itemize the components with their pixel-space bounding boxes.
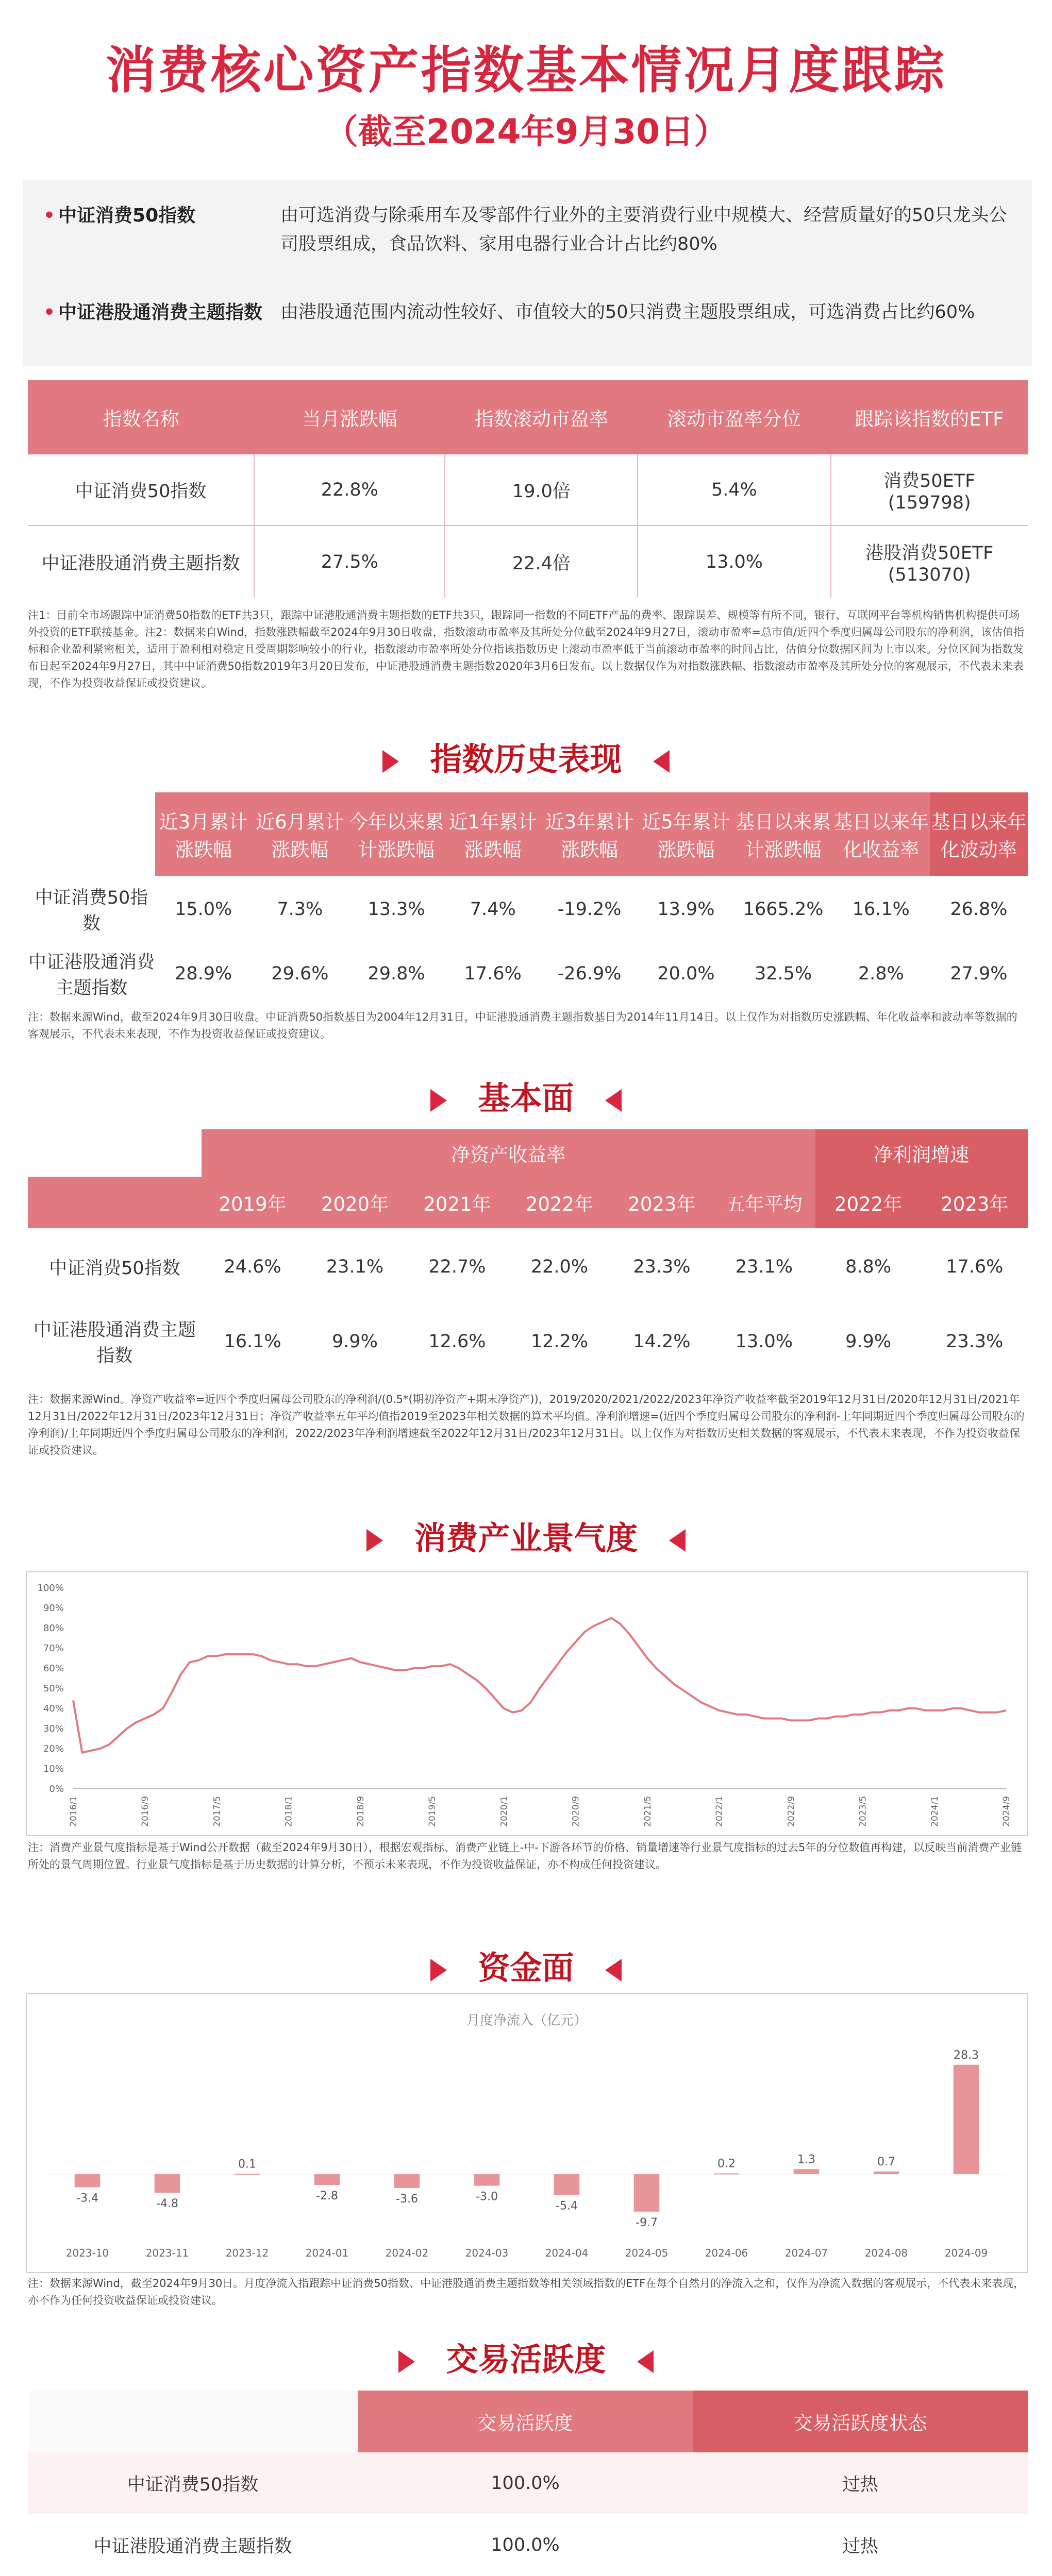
etf-name: 消费50ETF: [883, 470, 976, 492]
table-row: [28, 2452, 1028, 2514]
index-name: 中证消费50指数: [127, 2475, 259, 2495]
col-header: 滚动市盈率分位: [638, 380, 830, 454]
pe-percentile: 5.4%: [638, 454, 830, 526]
x-tick-label: 2023-12: [225, 2247, 269, 2259]
index-name: 中证港股通消费主题指数: [28, 952, 155, 998]
x-tick-label: 2019/5: [427, 1796, 438, 1827]
index-name: 中证消费50指数: [35, 888, 148, 934]
col-header: 指数滚动市盈率: [445, 380, 638, 454]
cell: 2.8%: [858, 963, 904, 984]
y-tick-label: 10%: [43, 1764, 64, 1774]
bar: [314, 2174, 340, 2185]
bar: [474, 2174, 500, 2186]
y-tick-label: 0%: [49, 1784, 64, 1794]
funds-note: 注：数据来源Wind，截至2024年9月30日。月度净流入指跟踪中证消费50指数、中证港股通消费主题指数等相关领域指数的ETF在每个自然月的净流入之和，仅作为净流入数据的客观展示，不代表未来表现，亦不作为任何投资收益保证或投资建议。: [28, 2277, 1025, 2307]
cell: 9.9%: [845, 1331, 892, 1352]
cell: 13.9%: [657, 899, 715, 920]
table-row: [28, 526, 1028, 598]
data-label: -9.7: [636, 2216, 658, 2229]
cell: 29.6%: [271, 963, 329, 984]
x-tick-label: 2018/1: [283, 1796, 294, 1827]
cell: 23.3%: [946, 1331, 1004, 1352]
cell: 22.7%: [428, 1257, 486, 1277]
cell: -26.9%: [557, 963, 622, 984]
etf-code: (159798): [888, 492, 971, 513]
x-tick-label: 2024-07: [784, 2247, 828, 2259]
overview-note: 注1：目前全市场跟踪中证消费50指数的ETF共3只，跟踪中证港股通消费主题指数的ETF共3只，跟踪同一指数的不同ETF产品的费率、跟踪误差、规模等有所不同，银行、互联网平台等机构销售机构提供可场外投资的ETF联接基金。注2：数据来自Wind，指数涨跌幅截至2024年9月30日收盘，指数滚动市盈率及其所处分位截至2024年9月27日，滚动市盈率=总市值/近四个季度归属母公司股东的净利润，该估值指标和企业盈利紧密相关，适用于盈利相对稳定且受周期影响较小的行业，指数滚动市盈率所处分位指该指数历史上滚动市盈率低于当前滚动市盈率的时间占比，估值分位数据区间为上市以来。分位区间为指数发布日起至2024年9月27日，其中中证消费50指数2019年3月20日发布，中证港股通消费主题指数2020年3月6日发布。以上数据仅作为对指数涨跌幅、指数滚动市盈率及其所处分位的客观展示，不代表未来表现，不作为投资收益保证或投资建议。: [28, 609, 1025, 689]
history-table: [28, 792, 1028, 1005]
data-label: 1.3: [797, 2153, 815, 2166]
bar: [235, 2174, 260, 2175]
col-header: 近3月累计涨跌幅: [155, 792, 252, 876]
col-header: 2022年: [508, 1177, 610, 1228]
activity-table: [28, 2391, 1028, 2576]
cell: 7.4%: [470, 899, 516, 920]
table-row: [28, 1306, 1028, 1378]
triangle-right-icon: [430, 1089, 447, 1112]
data-label: -5.4: [556, 2199, 578, 2213]
table-row: [28, 454, 1028, 526]
y-tick-label: 30%: [43, 1723, 64, 1734]
intro-name: 中证消费50指数: [58, 205, 196, 226]
cell: 17.6%: [946, 1257, 1004, 1277]
cell: 13.0%: [735, 1331, 793, 1352]
y-tick-label: 80%: [43, 1623, 64, 1634]
activity-value: 100.0%: [491, 2535, 560, 2555]
x-tick-label: 2024-03: [465, 2247, 509, 2259]
data-label: -3.6: [396, 2193, 418, 2206]
bar: [874, 2172, 899, 2174]
col-header: 指数名称: [28, 380, 254, 454]
cell: 9.9%: [332, 1331, 378, 1352]
y-tick-label: 40%: [43, 1703, 64, 1714]
col-header: 2023年: [611, 1177, 713, 1228]
cell: 16.1%: [852, 899, 910, 920]
index-name: 中证港股通消费主题指数: [33, 1320, 196, 1366]
col-header: 2023年: [922, 1177, 1028, 1228]
col-header: 跟踪该指数的ETF: [831, 380, 1028, 454]
cell: 15.0%: [175, 899, 232, 920]
y-tick-label: 60%: [43, 1663, 64, 1674]
table-row: [28, 876, 1028, 943]
data-label: 0.1: [238, 2158, 256, 2171]
bar: [554, 2174, 580, 2195]
fundamentals-table: [28, 1129, 1028, 1378]
index-name: 中证消费50指数: [49, 1258, 180, 1279]
bar: [394, 2174, 420, 2188]
cell: -19.2%: [557, 899, 622, 920]
table-row: [28, 2514, 1028, 2576]
intro-desc: 由港股通范围内流动性较好、市值较大的50只消费主题股票组成，可选消费占比约60%: [280, 302, 975, 323]
section-title-activity: [0, 2334, 1052, 2380]
table-row: [28, 943, 1028, 1005]
section-title-sentiment: [0, 1513, 1052, 1558]
chart-title: 月度净流入（亿元）: [466, 2013, 588, 2028]
cell: 7.3%: [277, 899, 323, 920]
col-header: 2019年: [202, 1177, 304, 1228]
sentiment-note: 注：消费产业景气度指标是基于Wind公开数据（截至2024年9月30日），根据宏观指标、消费产业链上-中-下游各环节的价格、销量增速等行业景气度指标的过去5年的分位数值再构建，以反映当前消费产业链所处的景气周期位置。行业景气度指标是基于历史数据的计算分析，不预示未来表现，不作为投资收益保证，亦不构成任何投资建议。: [28, 1841, 1022, 1871]
cell: 27.9%: [950, 963, 1008, 984]
cell: 23.1%: [326, 1257, 384, 1277]
cell: 13.3%: [368, 899, 425, 920]
cell: 23.3%: [633, 1257, 691, 1277]
pe-percentile: 13.0%: [638, 526, 830, 598]
col-header: 当月涨跌幅: [254, 380, 445, 454]
triangle-left-icon: [653, 750, 670, 773]
cell: 12.6%: [428, 1331, 486, 1352]
col-header: 五年平均: [713, 1177, 815, 1228]
col-header: 近1年累计涨跌幅: [445, 792, 541, 876]
cell: 32.5%: [755, 963, 812, 984]
sentiment-line-chart: [27, 1572, 1027, 1835]
month-change: 27.5%: [254, 526, 445, 598]
bar: [75, 2174, 101, 2188]
bar: [794, 2169, 820, 2174]
data-label: -2.8: [316, 2190, 338, 2202]
etf-name: 港股消费50ETF: [865, 543, 994, 564]
x-tick-label: 2024-08: [864, 2247, 908, 2259]
y-tick-label: 50%: [43, 1683, 64, 1694]
x-tick-label: 2024/1: [929, 1796, 940, 1827]
cell: 20.0%: [657, 963, 715, 984]
cell: 29.8%: [368, 963, 425, 984]
history-note: 注：数据来源Wind，截至2024年9月30日收盘。中证消费50指数基日为2004年12月31日，中证港股通消费主题指数基日为2014年11月14日。以上仅作为对指数历史涨跌幅、年化收益率和波动率等数据的客观展示，不代表未来表现，不作为投资收益保证或投资建议。: [28, 1011, 1017, 1040]
x-tick-label: 2020/9: [571, 1796, 581, 1827]
section-title-fundamentals: [0, 1073, 1052, 1118]
cell: 28.9%: [175, 963, 232, 984]
section-title-text: 资金面: [478, 1949, 574, 1987]
cell: 23.1%: [735, 1257, 793, 1277]
activity-value: 100.0%: [491, 2473, 560, 2494]
cell: 22.0%: [530, 1257, 589, 1277]
x-tick-label: 2022/1: [714, 1796, 725, 1827]
sentiment-chart: [26, 1571, 1028, 1836]
cell: 16.1%: [224, 1331, 281, 1352]
fund-flow-chart: [26, 1993, 1028, 2273]
x-tick-label: 2022/9: [786, 1796, 797, 1827]
bar: [155, 2174, 180, 2193]
intro-name: 中证港股通消费主题指数: [58, 302, 263, 323]
x-tick-label: 2023/5: [858, 1796, 869, 1827]
pe-ttm: 22.4倍: [445, 526, 638, 598]
col-header: 今年以来累计涨跌幅: [348, 792, 444, 876]
triangle-right-icon: [366, 1529, 383, 1552]
col-header: 近3年累计涨跌幅: [541, 792, 638, 876]
fund-flow-bar-chart: [27, 1994, 1027, 2272]
sentiment-series-line: [73, 1618, 1006, 1753]
month-change: 22.8%: [254, 454, 445, 526]
col-header: 交易活跃度状态: [693, 2391, 1028, 2452]
data-label: 0.7: [877, 2155, 895, 2168]
x-tick-label: 2018/9: [355, 1796, 366, 1827]
etf-code: (513070): [888, 564, 971, 585]
cell: 8.8%: [845, 1257, 892, 1277]
x-tick-label: 2024-04: [545, 2247, 589, 2259]
x-tick-label: 2021/5: [642, 1796, 653, 1827]
x-tick-label: 2023-10: [65, 2247, 109, 2259]
bullet-icon: •: [43, 302, 56, 323]
x-tick-label: 2016/1: [69, 1796, 79, 1827]
col-header: 基日以来年化收益率: [832, 792, 930, 876]
triangle-right-icon: [398, 2350, 415, 2373]
cell: 12.2%: [530, 1331, 589, 1352]
col-header: 近5年累计涨跌幅: [638, 792, 734, 876]
data-label: -3.0: [476, 2190, 498, 2204]
x-tick-label: 2023-11: [145, 2247, 189, 2259]
x-tick-label: 2024-01: [305, 2247, 349, 2259]
group-header-profit: 净利润增速: [815, 1129, 1028, 1177]
bar: [634, 2174, 660, 2212]
y-tick-label: 90%: [43, 1603, 64, 1614]
triangle-right-icon: [430, 1959, 447, 1981]
col-header: 交易活跃度: [358, 2391, 693, 2452]
x-tick-label: 2024-05: [625, 2247, 669, 2259]
y-tick-label: 70%: [43, 1643, 64, 1654]
overview-table: [28, 380, 1028, 598]
section-title-text: 交易活跃度: [446, 2341, 606, 2378]
intro-desc: 由可选消费与除乘用车及零部件行业外的主要消费行业中规模大、经营质量好的50只龙头公司股票组成，食品饮料、家用电器行业合计占比约80%: [280, 205, 1007, 255]
cell: 14.2%: [633, 1331, 691, 1352]
index-name: 中证港股通消费主题指数: [93, 2536, 292, 2557]
cell: 1665.2%: [743, 899, 824, 920]
fundamentals-note: 注：数据来源Wind。净资产收益率=近四个季度归属母公司股东的净利润/(0.5*(期初净资产+期末净资产))，2019/2020/2021/2022/2023年净资产收益率截至2019年12月31日/2020年12月31日/2021年12月31日/2022年12月31日/2023年12月31日；净资产收益率五年平均值指2019至2023年相关数据的算术平均值。净利润增速=(近四个季度归属母公司股东的净利润-上年同期近四个季度归属母公司股东的净利润)/上年同期近四个季度归属母公司股东的净利润，2022/2023年净利润增速截至2022年12月31日/2023年12月31日。以上仅作为对指数历史相关数据的客观展示，不代表未来表现，不作为投资收益保证或投资建议。: [28, 1393, 1025, 1456]
col-header: 2022年: [815, 1177, 922, 1228]
x-tick-label: 2020/1: [499, 1796, 510, 1827]
triangle-left-icon: [605, 1089, 622, 1112]
index-intro: [23, 180, 1032, 366]
x-tick-label: 2024-09: [944, 2247, 988, 2259]
section-title-text: 消费产业景气度: [414, 1519, 638, 1557]
activity-status: 过热: [842, 2475, 879, 2495]
x-tick-label: 2024/9: [1001, 1796, 1012, 1827]
col-header: 基日以来累计涨跌幅: [734, 792, 832, 876]
y-tick-label: 100%: [37, 1583, 64, 1594]
index-name: 中证港股通消费主题指数: [28, 526, 254, 598]
page-title: 消费核心资产指数基本情况月度跟踪: [105, 41, 947, 100]
col-header: 2020年: [304, 1177, 406, 1228]
bullet-icon: •: [43, 205, 56, 226]
cell: 24.6%: [224, 1257, 281, 1277]
x-tick-label: 2024-02: [385, 2247, 429, 2259]
y-tick-label: 20%: [43, 1743, 64, 1754]
col-header: 基日以来年化波动率: [930, 792, 1028, 876]
section-title-text: 基本面: [478, 1079, 574, 1117]
page-subtitle: （截至2024年9月30日）: [324, 112, 728, 151]
section-title-history: [0, 734, 1052, 779]
cell: 26.8%: [950, 899, 1008, 920]
x-tick-label: 2016/9: [140, 1796, 151, 1827]
triangle-left-icon: [669, 1529, 686, 1552]
table-row: [28, 1228, 1028, 1306]
data-label: -3.4: [76, 2192, 98, 2205]
x-tick-label: 2017/5: [212, 1796, 223, 1827]
data-label: -4.8: [156, 2197, 178, 2210]
etf-cell: [831, 454, 1028, 526]
x-tick-label: 2024-06: [705, 2247, 748, 2259]
col-header: 近6月累计涨跌幅: [252, 792, 348, 876]
bar: [714, 2174, 740, 2175]
index-name: 中证消费50指数: [28, 454, 254, 526]
data-label: 0.2: [717, 2157, 736, 2171]
triangle-left-icon: [605, 1959, 622, 1981]
section-title-text: 指数历史表现: [430, 740, 622, 778]
activity-status: 过热: [842, 2536, 879, 2557]
triangle-left-icon: [637, 2350, 654, 2373]
etf-cell: [831, 526, 1028, 598]
pe-ttm: 19.0倍: [445, 454, 638, 526]
data-label: 28.3: [954, 2048, 979, 2062]
col-header: 2021年: [406, 1177, 508, 1228]
cell: 17.6%: [464, 963, 522, 984]
section-title-funds: [0, 1942, 1052, 1988]
bar: [954, 2065, 979, 2174]
group-header-roe: 净资产收益率: [202, 1129, 815, 1177]
triangle-right-icon: [382, 750, 399, 773]
